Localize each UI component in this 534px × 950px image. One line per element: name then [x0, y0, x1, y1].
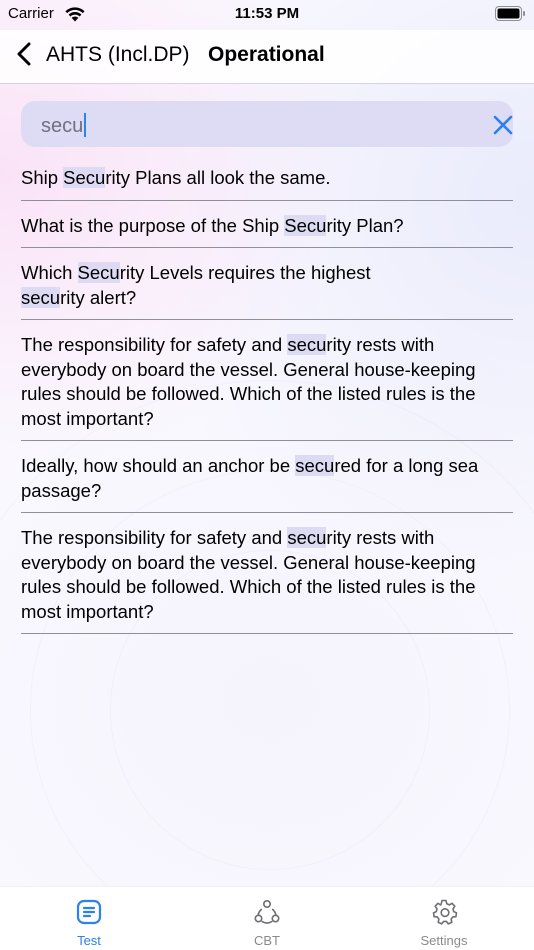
- match-highlight: secu: [287, 527, 327, 548]
- status-bar: [0, 0, 534, 28]
- result-text: rity Plan?: [326, 214, 404, 236]
- search-query: secu: [41, 115, 84, 137]
- match-highlight: Secu: [284, 214, 327, 236]
- gear-icon: [430, 898, 458, 926]
- match-highlight: secu: [21, 286, 61, 308]
- list-item[interactable]: [21, 333, 513, 441]
- back-button-label[interactable]: AHTS (Incl.DP): [46, 43, 190, 66]
- list-item[interactable]: [21, 526, 513, 634]
- match-highlight: secu: [295, 455, 335, 476]
- tab-settings[interactable]: [384, 887, 504, 950]
- close-icon[interactable]: [491, 113, 515, 137]
- page-title: Operational: [208, 43, 325, 66]
- tab-cbt[interactable]: [207, 887, 327, 950]
- network-icon: [253, 898, 281, 926]
- search-results-list: [21, 166, 513, 647]
- result-text: rity alert?: [60, 286, 137, 308]
- result-text: Ship: [21, 167, 64, 188]
- battery-icon: [495, 6, 526, 21]
- tab-bar: [0, 886, 534, 950]
- result-text: rity rests with everybody on board the vessel. General house-keeping rules should be followed. Which of the listed rules is the most important?: [21, 334, 476, 429]
- back-chevron-icon[interactable]: [14, 41, 36, 67]
- match-highlight: Secu: [77, 262, 120, 283]
- tab-test[interactable]: [29, 887, 149, 950]
- list-item[interactable]: [21, 166, 513, 201]
- tab-label: Settings: [420, 933, 468, 948]
- list-item[interactable]: [21, 261, 513, 320]
- result-text: Which: [21, 262, 78, 283]
- result-text: rity Levels requires the highest: [119, 262, 371, 283]
- text-caret: [84, 113, 86, 137]
- search-input[interactable]: [41, 113, 86, 138]
- tab-label: CBT: [254, 933, 280, 948]
- list-item[interactable]: [21, 214, 513, 249]
- carrier-label: Carrier: [8, 5, 54, 22]
- result-text: rity Plans all look the same.: [105, 167, 331, 188]
- search-field[interactable]: [21, 101, 513, 147]
- result-text: red for a long sea passage?: [21, 455, 479, 501]
- navigation-bar: [0, 30, 534, 84]
- document-icon: [75, 898, 103, 926]
- result-text: The responsibility for safety and: [21, 527, 288, 548]
- match-highlight: Secu: [63, 167, 106, 188]
- status-time: 11:53 PM: [234, 5, 300, 22]
- result-text: Ideally, how should an anchor be: [21, 455, 296, 476]
- list-item[interactable]: [21, 454, 513, 513]
- tab-label: Test: [77, 933, 101, 948]
- result-text: rity rests with everybody on board the vessel. General house-keeping rules should be followed. Which of the listed rules is the most important?: [21, 527, 476, 622]
- result-text: What is the purpose of the Ship: [21, 214, 285, 236]
- result-text: The responsibility for safety and: [21, 334, 288, 355]
- match-highlight: secu: [287, 334, 327, 355]
